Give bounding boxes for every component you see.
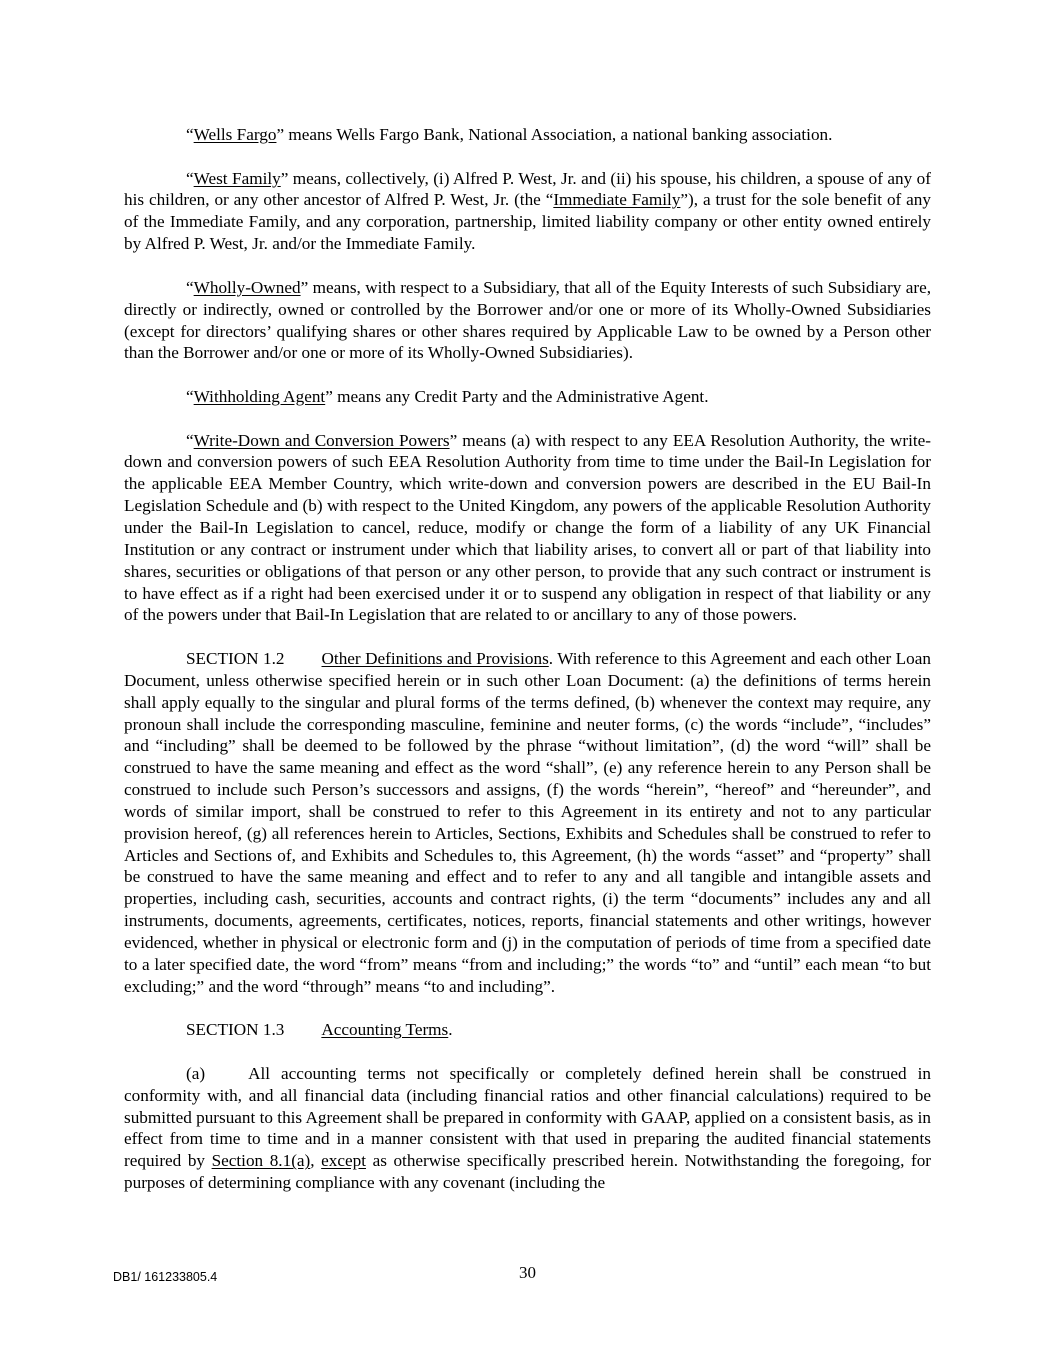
defined-term: Wells Fargo	[193, 125, 277, 144]
definition-withholding-agent: “Withholding Agent” means any Credit Party and the Administrative Agent.	[186, 386, 709, 406]
paragraph-label: (a)	[186, 1063, 206, 1083]
section-label: SECTION 1.2	[186, 649, 285, 669]
page-body	[124, 124, 931, 1216]
definition-west-family: “West Family” means, collectively, (i) Alfred P. West, Jr. and (ii) his spouse, his children, a spouse of any of his children, or any other ancestor of Alfred P. West, Jr. (the “Immediate Family”), a trust for the sole benefit of any of the Immediate Family, and any corporation, partnership, limited liability company or other entity owned entirely by Alfred P. West, Jr. and/or the Immediate Family.	[124, 168, 931, 254]
defined-term: Wholly-Owned	[193, 277, 301, 297]
definition-write-down-powers: “Write-Down and Conversion Powers” means (a) with respect to any EEA Resolution Authority, the write-down and conversion powers of such EEA Resolution Authority from time to time under the Bail-In Legislation for the applicable EEA Member Country, which write-down and conversion powers are described in the EU Bail-In Legislation Schedule and (b) with respect to the United Kingdom, any powers of the applicable Resolution Authority under the Bail-In Legislation to cancel, reduce, modify or change the form of a liability of any UK Financial Institution or any contract or instrument under which that liability arises, to convert all or part of that liability into shares, securities or obligations of that person or any other person, to provide that any such contract or instrument is to have effect as if a right had been exercised under it or to suspend any obligation in respect of that liability or any of the powers under that Bail-In Legislation that are related to or ancillary to any of those powers.	[124, 430, 931, 625]
section-1-3: SECTION 1.3 Accounting Terms.	[186, 1020, 453, 1040]
paragraph-a: (a) All accounting terms not specifically or completely defined herein shall be construed in conformity with, and all financial data (including financial ratios and other financial calculations) required to be submitted pursuant to this Agreement shall be prepared in conformity with GAAP, applied on a consistent basis, as in effect from time to time and in a manner consistent with that used in preparing the audited financial statements required by Section 8.1(a), except as otherwise specifically prescribed herein. Notwithstanding the foregoing, for purposes of determining compliance with any covenant (including the	[124, 1063, 932, 1193]
definition-wholly-owned: “Wholly-Owned” means, with respect to a Subsidiary, that all of the Equity Interests of such Subsidiary are, directly or indirectly, owned or controlled by the Borrower and/or one or more of its Wholly-Owned Subsidiaries (except for directors’ qualifying shares or other shares required by Applicable Law to be owned by a Person other than the Borrower and/or one or more of its Wholly-Owned Subsidiaries).	[124, 277, 931, 363]
except-term: except	[321, 1151, 367, 1171]
defined-term: West Family	[193, 168, 281, 188]
defined-term: Withholding Agent	[193, 386, 326, 406]
section-label: SECTION 1.3	[186, 1020, 285, 1040]
defined-term: Write-Down and Conversion Powers	[193, 430, 450, 450]
page-number: 30	[519, 1263, 536, 1282]
defined-term: Immediate Family	[553, 190, 681, 210]
document-id: DB1/ 161233805.4	[113, 1270, 218, 1284]
section-reference: Section 8.1(a)	[211, 1151, 311, 1171]
section-heading: Accounting Terms	[321, 1020, 449, 1040]
section-1-2: SECTION 1.2 Other Definitions and Provisions. With reference to this Agreement and each other Loan Document, unless otherwise specified herein or in such other Loan Document: (a) the definitions of terms herein shall apply equally to the singular and plural forms of the terms defined, (b) whenever the context may require, any pronoun shall include the corresponding masculine, feminine and neuter forms, (c) the words “include”, “includes” and “including” shall be deemed to be followed by the phrase “without limitation”, (d) the word “will” shall be construed to have the same meaning and effect as the word “shall”, (e) any reference herein to any Person shall be construed to include such Person’s successors and assigns, (f) the words “herein”, “hereof” and “hereunder”, and words of similar import, shall be construed to refer to this Agreement in its entirety and not to any particular provision hereof, (g) all references herein to Articles, Sections, Exhibits and Schedules shall be construed to refer to Articles and Sections of, and Exhibits and Schedules to, this Agreement, (h) the words “asset” and “property” shall be construed to have the same meaning and effect and to refer to any and all tangible and intangible assets and properties, including cash, securities, accounts and contract rights, (i) the term “documents” includes any and all instruments, documents, agreements, certificates, notices, reports, financial statements and other writings, however evidenced, whether in physical or electronic form and (j) in the computation of periods of time from a specified date to a later specified date, the word “from” means “from and including;” the words “to” and “until” each mean “to but excluding;” and the word “through” means “to and including”.	[124, 649, 931, 996]
section-heading: Other Definitions and Provisions	[321, 649, 549, 669]
definition-wells-fargo: “Wells Fargo” means Wells Fargo Bank, National Association, a national banking association.	[186, 125, 833, 144]
